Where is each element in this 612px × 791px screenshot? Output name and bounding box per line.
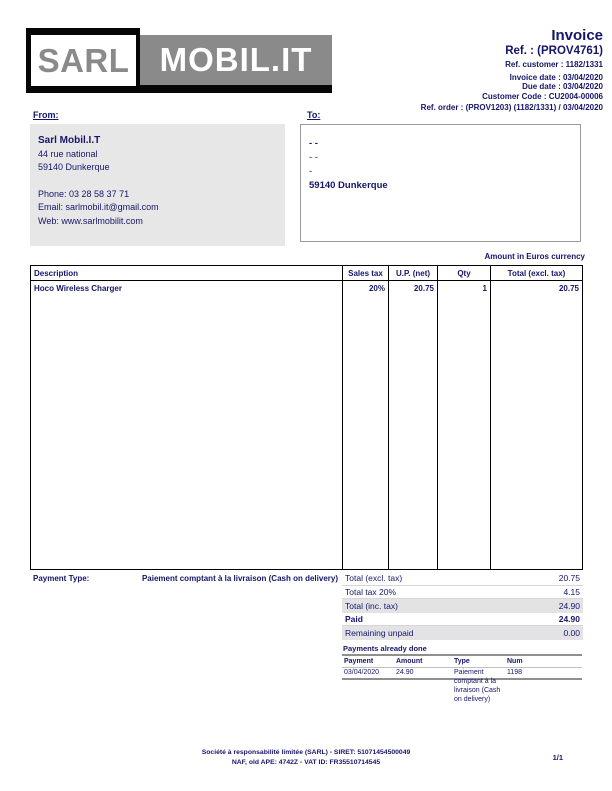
item-total: 20.75 bbox=[490, 281, 582, 296]
from-box bbox=[30, 124, 285, 246]
invoice-header bbox=[421, 27, 603, 113]
to-label: To: bbox=[307, 110, 321, 120]
items-header-total: Total (excl. tax) bbox=[490, 266, 582, 280]
from-web-line: Web: www.sarlmobilit.com bbox=[38, 215, 143, 226]
payment-type-value: Paiement comptant à la livraison (Cash on delivery) bbox=[141, 574, 338, 583]
footer-line-2: NAF, old APE: 4742Z - VAT ID: FR35510714545 bbox=[231, 758, 381, 766]
items-header-row bbox=[31, 266, 582, 281]
payments-header-payment: Payment bbox=[344, 658, 374, 665]
payment-type-label: Payment Type: bbox=[33, 574, 90, 583]
invoice-ref: Ref. : (PROV4761) bbox=[505, 45, 603, 57]
totals-value: 24.90 bbox=[558, 600, 580, 611]
payments-done-title: Payments already done bbox=[343, 644, 427, 653]
empty-cell bbox=[388, 296, 437, 569]
payments-header-amount: Amount bbox=[396, 658, 423, 665]
items-header-sales-tax: Sales tax bbox=[342, 266, 388, 280]
logo-sarl-text: SARL bbox=[31, 35, 136, 86]
invoice-meta-line: Invoice date : 03/04/2020 bbox=[509, 72, 603, 82]
from-phone-line: Phone: 03 28 58 37 71 bbox=[38, 188, 130, 199]
payment-date: 03/04/2020 bbox=[344, 669, 380, 676]
payments-header-num: Num bbox=[507, 658, 523, 665]
footer bbox=[0, 748, 612, 767]
totals-label: Paid bbox=[345, 613, 363, 624]
invoice-meta-line: Ref. order : (PROV1203) (1182/1331) / 03/04/2020 bbox=[420, 103, 603, 112]
payments-header-type: Type bbox=[454, 658, 470, 665]
items-header-unit-price: U.P. (net) bbox=[388, 266, 437, 280]
item-unit-price: 20.75 bbox=[388, 281, 437, 296]
invoice-meta-line: Due date : 03/04/2020 bbox=[522, 82, 603, 91]
item-sales-tax: 20% bbox=[342, 281, 388, 296]
totals-value: 0.00 bbox=[563, 627, 580, 638]
empty-cell bbox=[31, 296, 342, 569]
payment-amount: 24.90 bbox=[396, 669, 414, 676]
from-address-line: 59140 Dunkerque bbox=[38, 162, 110, 172]
empty-cell bbox=[490, 296, 582, 569]
payment-type: Paiement comptant à la livraison (Cash on delivery) bbox=[454, 669, 501, 703]
payments-header-row bbox=[342, 654, 582, 668]
items-header-qty: Qty bbox=[437, 266, 490, 280]
totals-value: 24.90 bbox=[558, 613, 580, 624]
to-box bbox=[300, 124, 581, 242]
items-empty-area bbox=[31, 296, 582, 569]
to-line: - - bbox=[309, 152, 318, 163]
to-line: 59140 Dunkerque bbox=[309, 180, 388, 191]
totals-row-tax bbox=[342, 586, 583, 600]
payment-num: 1198 bbox=[507, 669, 523, 676]
totals-label: Total (excl. tax) bbox=[345, 573, 403, 584]
invoice-title: Invoice bbox=[551, 27, 603, 44]
items-table bbox=[30, 265, 583, 570]
totals-label: Total (inc. tax) bbox=[345, 600, 398, 611]
logo-mobil-text: MOBIL.IT bbox=[140, 35, 332, 85]
totals-row-inc-tax bbox=[342, 599, 583, 613]
payment-row bbox=[342, 668, 582, 703]
page-number: 1/1 bbox=[552, 753, 563, 762]
invoice-meta-line: Customer Code : CU2004-00006 bbox=[482, 91, 603, 101]
items-header-description: Description bbox=[34, 268, 79, 278]
totals-row-excl-tax bbox=[342, 572, 583, 586]
from-company-name: Sarl Mobil.I.T bbox=[38, 135, 101, 146]
totals-label: Remaining unpaid bbox=[345, 627, 414, 638]
totals-label: Total tax 20% bbox=[345, 586, 397, 597]
totals-table bbox=[342, 572, 583, 640]
invoice-meta-line: Ref. customer : 1182/1331 bbox=[505, 60, 603, 69]
item-row bbox=[31, 281, 582, 296]
totals-value: 20.75 bbox=[558, 573, 580, 584]
from-label: From: bbox=[33, 110, 59, 120]
invoice-meta bbox=[421, 60, 603, 113]
from-address-line: 44 rue national bbox=[38, 148, 98, 159]
empty-cell bbox=[342, 296, 388, 569]
empty-cell bbox=[437, 296, 490, 569]
to-line: - - bbox=[309, 138, 318, 149]
payments-table bbox=[342, 654, 582, 703]
item-description: Hoco Wireless Charger bbox=[34, 284, 122, 293]
totals-row-remaining bbox=[342, 626, 583, 640]
footer-line-1: Société à responsabilité limitée (SARL) - SIRET: 51071454500049 bbox=[201, 749, 411, 756]
totals-value: 4.15 bbox=[563, 586, 580, 597]
currency-note: Amount in Euros currency bbox=[484, 252, 585, 261]
to-line: - bbox=[309, 166, 313, 177]
from-email-line: Email: sarlmobil.it@gmail.com bbox=[38, 202, 159, 212]
totals-row-paid bbox=[342, 613, 583, 627]
spacer bbox=[38, 175, 285, 188]
item-qty: 1 bbox=[437, 281, 490, 296]
logo-bottom-bar bbox=[140, 85, 332, 93]
company-logo bbox=[26, 28, 332, 93]
